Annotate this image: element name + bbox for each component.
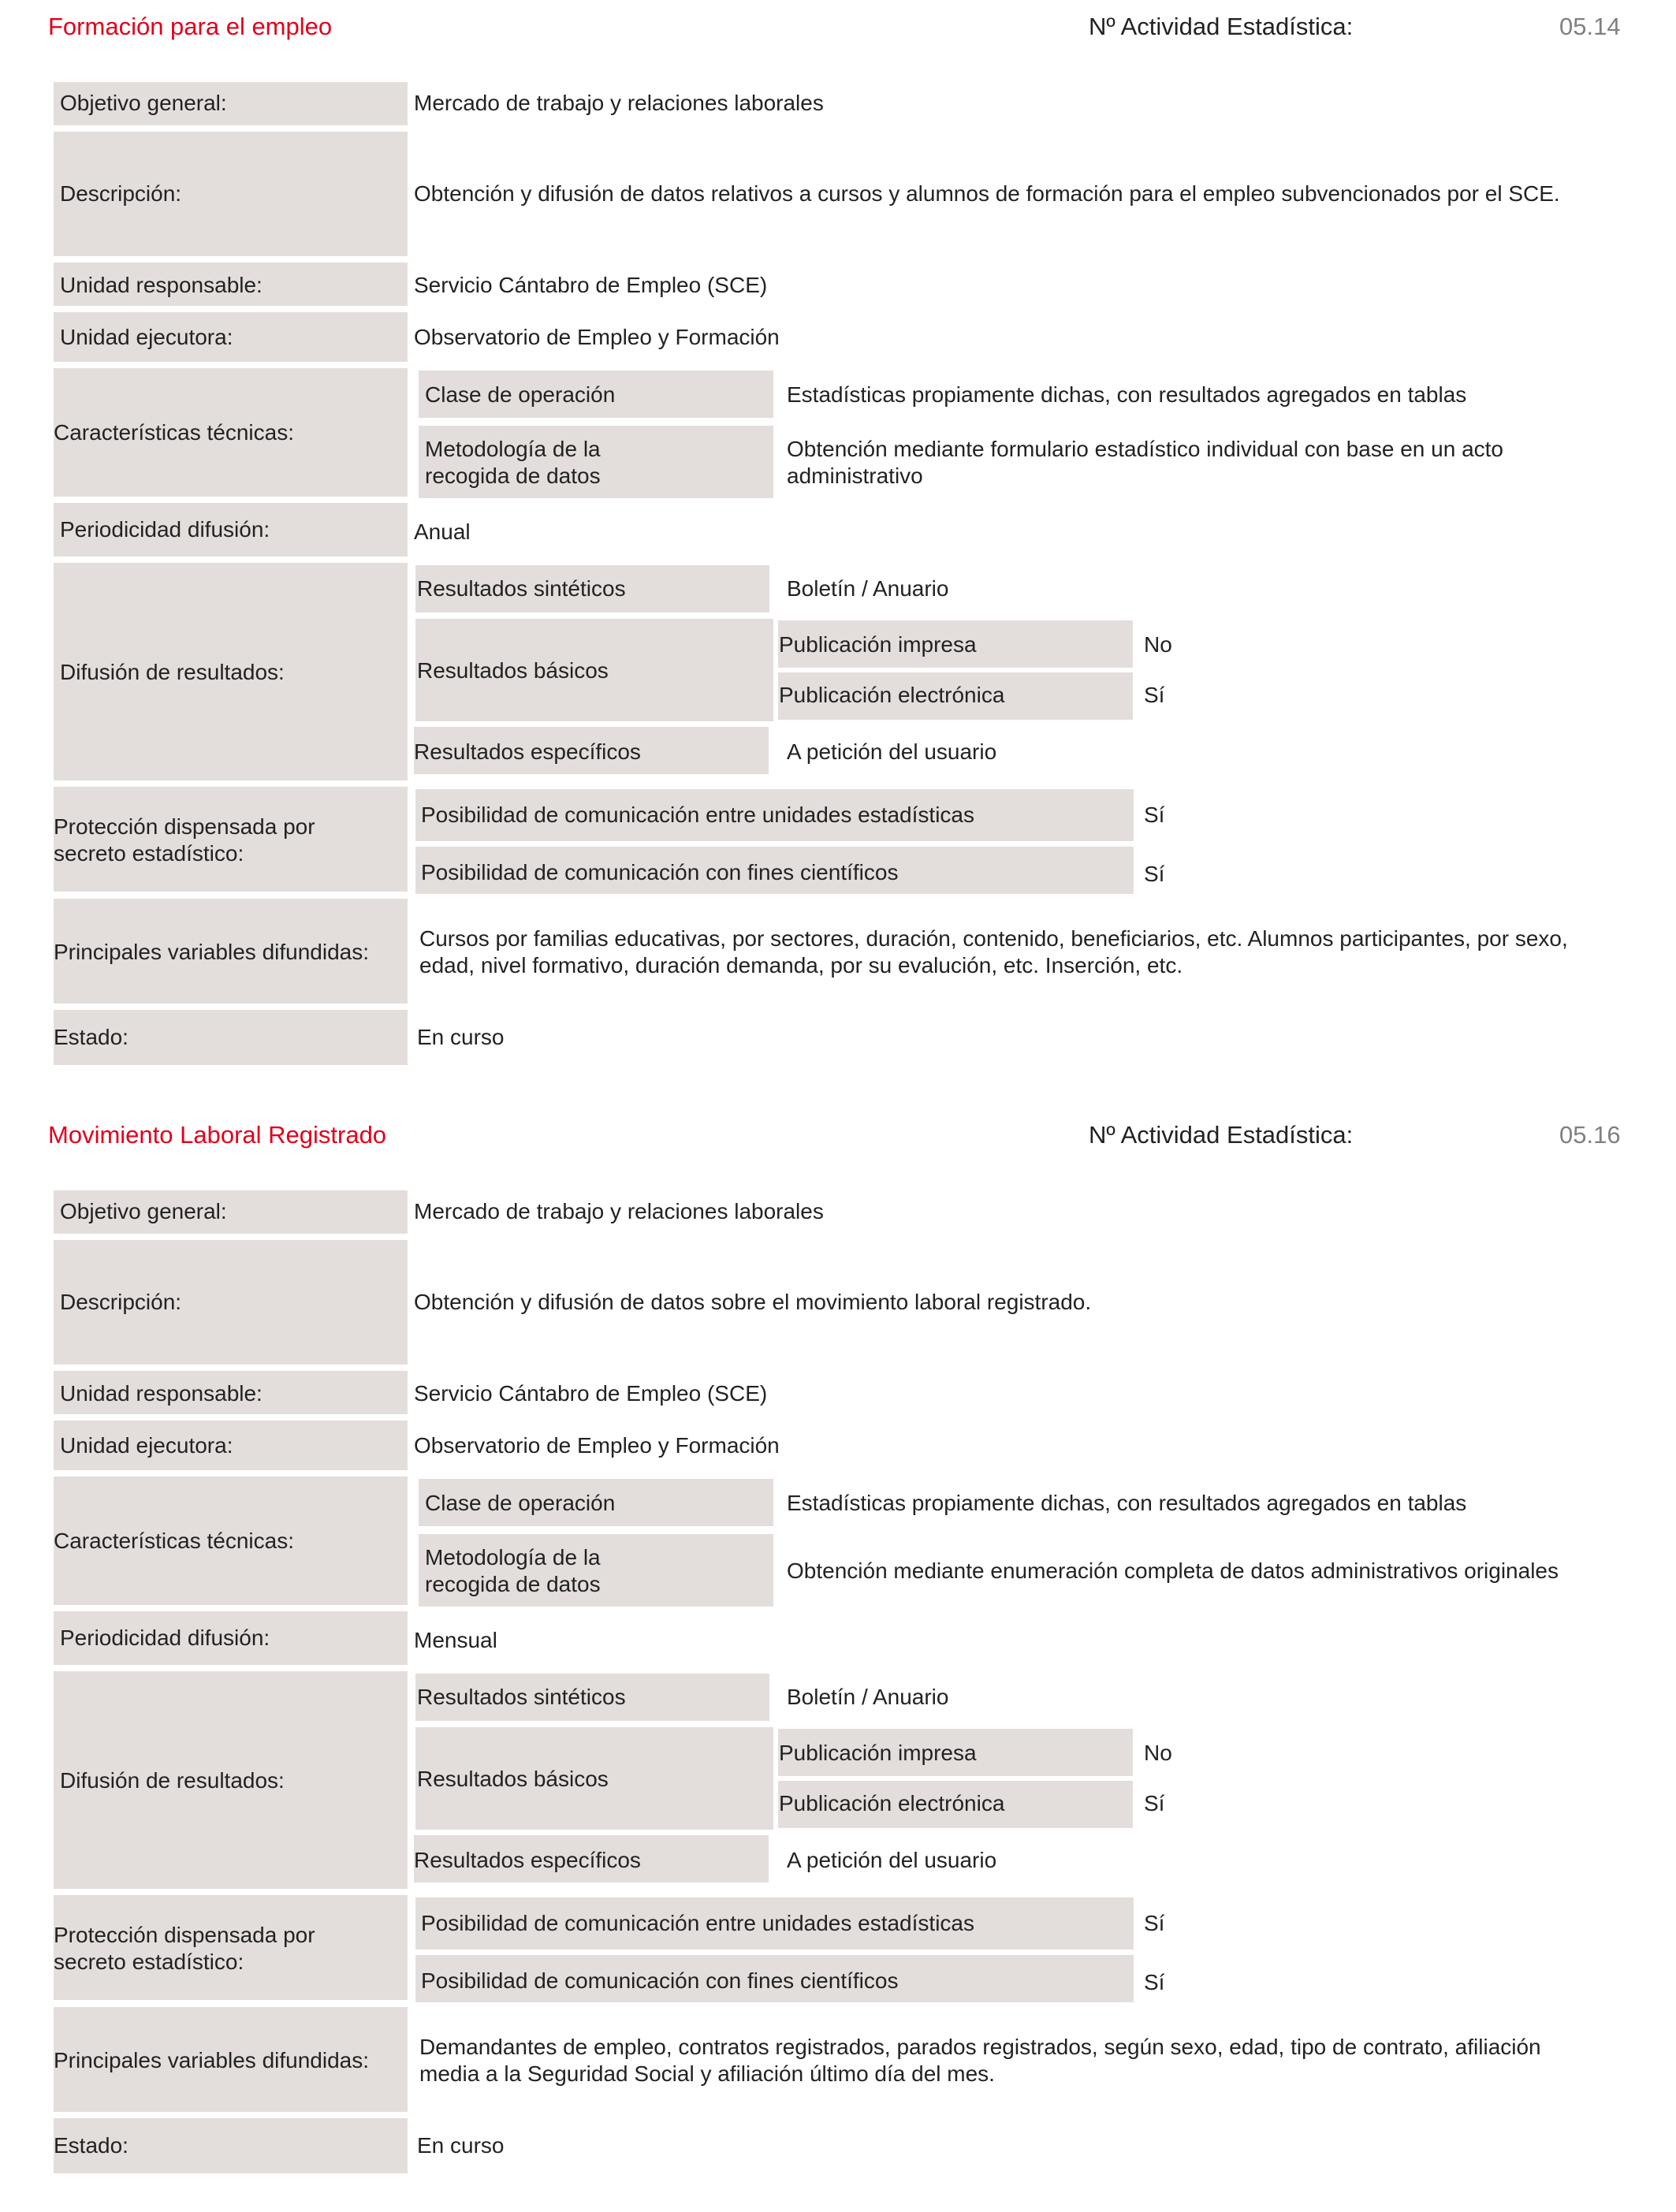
activity-number-label: Nº Actividad Estadística: — [1089, 13, 1354, 40]
clase-operacion-value: Estadísticas propiamente dichas, con resultados agregados en tablas — [787, 1491, 1467, 1515]
com-cientificos-value: Sí — [1144, 862, 1165, 886]
especificos-value: A petición del usuario — [787, 739, 997, 764]
unidad-ejecutora-label: Unidad ejecutora: — [60, 325, 233, 349]
impresa-label: Publicación impresa — [779, 1741, 977, 1765]
unidad-ejecutora-value: Observatorio de Empleo y Formación — [414, 325, 780, 349]
objetivo-value: Mercado de trabajo y relaciones laborales — [414, 1199, 824, 1223]
descripcion-label: Descripción: — [60, 1290, 182, 1314]
unidad-ejecutora-value: Observatorio de Empleo y Formación — [414, 1433, 780, 1458]
sinteticos-label: Resultados sintéticos — [417, 576, 626, 601]
electronica-label: Publicación electrónica — [779, 1791, 1005, 1815]
descripcion-label: Descripción: — [60, 181, 182, 206]
variables-value: Cursos por familias educativas, por sectores, duración, contenido, beneficiarios, etc. Alumnos participantes, por sexo, edad, nivel formativo, duración demanda, por su evalución, etc. Inserción, etc. — [419, 926, 1568, 978]
basicos-label: Resultados básicos — [417, 658, 609, 683]
unidad-responsable-label: Unidad responsable: — [60, 1381, 263, 1406]
impresa-label: Publicación impresa — [779, 632, 977, 657]
metodologia-value: Obtención mediante formulario estadístico individual con base en un acto administrativo — [787, 437, 1503, 488]
com-unidades-value: Sí — [1144, 1911, 1165, 1935]
periodicidad-value: Anual — [414, 519, 471, 544]
proteccion-label: Protección dispensada por secreto estadístico: — [54, 1923, 315, 1974]
periodicidad-label: Periodicidad difusión: — [60, 517, 270, 542]
com-cientificos-label: Posibilidad de comunicación con fines científicos — [421, 860, 899, 884]
com-cientificos-value: Sí — [1144, 1970, 1165, 1994]
sinteticos-label: Resultados sintéticos — [417, 1685, 626, 1709]
activity-section-1 — [0, 0, 1676, 1104]
variables-label: Principales variables difundidas: — [54, 2048, 369, 2072]
com-unidades-value: Sí — [1144, 803, 1165, 827]
activity-number-value: 05.14 — [1559, 13, 1621, 40]
metodologia-value: Obtención mediante enumeración completa de datos administrativos originales — [787, 1558, 1559, 1583]
caracteristicas-label: Características técnicas: — [54, 1529, 294, 1553]
metodologia-label: Metodología de la recogida de datos — [425, 437, 601, 488]
objetivo-label: Objetivo general: — [60, 91, 227, 115]
activity-number-label: Nº Actividad Estadística: — [1089, 1121, 1354, 1149]
activity-section-2 — [0, 1108, 1676, 2212]
electronica-value: Sí — [1144, 1791, 1165, 1815]
com-cientificos-label: Posibilidad de comunicación con fines científicos — [421, 1968, 899, 1993]
periodicidad-label: Periodicidad difusión: — [60, 1625, 270, 1650]
especificos-label: Resultados específicos — [414, 739, 641, 764]
difusion-label: Difusión de resultados: — [60, 1768, 285, 1793]
unidad-ejecutora-label: Unidad ejecutora: — [60, 1433, 233, 1458]
proteccion-label: Protección dispensada por secreto estadístico: — [54, 814, 315, 866]
section-title: Formación para el empleo — [48, 13, 333, 40]
activity-number-value: 05.16 — [1559, 1121, 1621, 1149]
estado-value: En curso — [417, 1025, 505, 1049]
estado-label: Estado: — [54, 1025, 128, 1049]
estado-value: En curso — [417, 2133, 505, 2158]
descripcion-value: Obtención y difusión de datos sobre el movimiento laboral registrado. — [414, 1290, 1092, 1314]
metodologia-label: Metodología de la recogida de datos — [425, 1545, 601, 1596]
unidad-responsable-label: Unidad responsable: — [60, 273, 263, 297]
objetivo-label: Objetivo general: — [60, 1199, 227, 1223]
especificos-value: A petición del usuario — [787, 1848, 997, 1872]
clase-operacion-label: Clase de operación — [425, 382, 616, 407]
estado-label: Estado: — [54, 2133, 128, 2158]
basicos-label: Resultados básicos — [417, 1767, 609, 1791]
especificos-label: Resultados específicos — [414, 1848, 641, 1872]
clase-operacion-value: Estadísticas propiamente dichas, con resultados agregados en tablas — [787, 382, 1467, 407]
periodicidad-value: Mensual — [414, 1628, 497, 1652]
caracteristicas-label: Características técnicas: — [54, 420, 294, 445]
electronica-label: Publicación electrónica — [779, 683, 1005, 707]
sinteticos-value: Boletín / Anuario — [787, 1685, 949, 1709]
com-unidades-label: Posibilidad de comunicación entre unidades estadísticas — [421, 803, 974, 827]
section-title: Movimiento Laboral Registrado — [48, 1121, 387, 1149]
impresa-value: No — [1144, 1741, 1172, 1765]
electronica-value: Sí — [1144, 683, 1165, 707]
sinteticos-value: Boletín / Anuario — [787, 576, 949, 601]
clase-operacion-label: Clase de operación — [425, 1491, 616, 1515]
unidad-responsable-value: Servicio Cántabro de Empleo (SCE) — [414, 273, 768, 297]
objetivo-value: Mercado de trabajo y relaciones laborales — [414, 91, 824, 115]
variables-value: Demandantes de empleo, contratos registrados, parados registrados, según sexo, edad, tipo de contrato, afiliación media a la Seguridad Social y afiliación último día del mes. — [419, 2035, 1541, 2086]
variables-label: Principales variables difundidas: — [54, 940, 369, 964]
com-unidades-label: Posibilidad de comunicación entre unidades estadísticas — [421, 1911, 974, 1935]
difusion-label: Difusión de resultados: — [60, 660, 285, 684]
impresa-value: No — [1144, 632, 1172, 657]
unidad-responsable-value: Servicio Cántabro de Empleo (SCE) — [414, 1381, 768, 1406]
descripcion-value: Obtención y difusión de datos relativos a cursos y alumnos de formación para el empleo subvencionados por el SCE. — [414, 181, 1560, 206]
